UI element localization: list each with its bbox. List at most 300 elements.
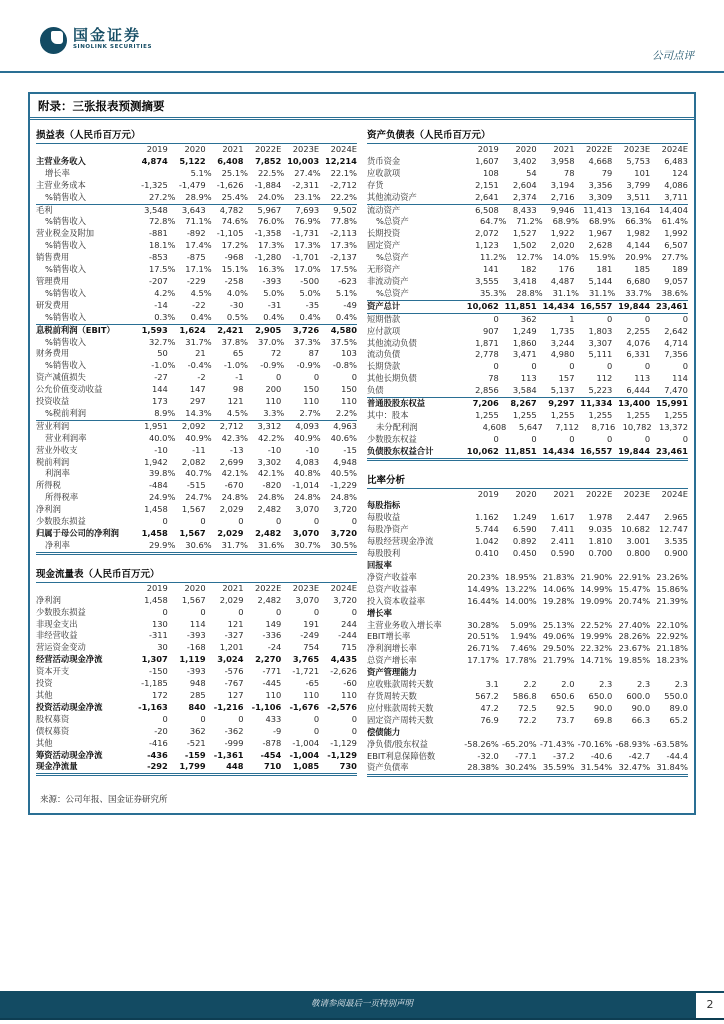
table-row bbox=[36, 348, 357, 360]
row-value: 6.590 bbox=[512, 524, 537, 535]
row-value: 0 bbox=[493, 361, 499, 372]
row-label: EBIT增长率 bbox=[367, 631, 411, 642]
row-value: 1,201 bbox=[219, 642, 244, 653]
table-row bbox=[36, 690, 357, 702]
table-row bbox=[367, 655, 688, 667]
row-value: 0 bbox=[682, 361, 688, 372]
row-value: 1,567 bbox=[181, 504, 206, 515]
row-value: 0 bbox=[351, 725, 357, 736]
row-value: 3,720 bbox=[333, 504, 357, 515]
row-value: 149 bbox=[265, 618, 282, 629]
row-value: 0 bbox=[493, 313, 499, 324]
row-value: -10 bbox=[267, 444, 282, 455]
year-header-row bbox=[367, 489, 688, 501]
row-value: 24.8% bbox=[294, 492, 321, 503]
cash-flow-title: 现金流量表（人民币百万元） bbox=[36, 564, 357, 583]
row-value: 1,502 bbox=[512, 240, 537, 251]
row-value: 3,643 bbox=[181, 204, 206, 215]
row-value: 1,593 bbox=[141, 324, 168, 335]
row-value: 0 bbox=[238, 516, 244, 527]
row-value: 176 bbox=[558, 264, 575, 275]
row-value: -1,676 bbox=[289, 701, 320, 712]
row-value: 1,942 bbox=[144, 456, 168, 467]
row-label: 少数股东损益 bbox=[36, 606, 86, 617]
row-value: 21 bbox=[195, 348, 206, 359]
row-value: 1.94% bbox=[510, 631, 537, 642]
row-value: -1,014 bbox=[292, 480, 320, 491]
row-value: -1,361 bbox=[213, 749, 244, 760]
row-value: 2024E bbox=[330, 144, 357, 154]
row-value: 13.22% bbox=[505, 583, 537, 594]
row-value: 42.1% bbox=[257, 468, 285, 479]
row-value: 19.85% bbox=[618, 655, 651, 666]
row-value: 31.84% bbox=[656, 762, 688, 773]
row-value: 650.0 bbox=[588, 690, 613, 701]
table-row bbox=[367, 373, 688, 385]
row-value: 3,511 bbox=[626, 191, 651, 202]
row-label bbox=[367, 489, 461, 501]
row-value: -0.9% bbox=[296, 360, 321, 371]
row-value: -2,576 bbox=[327, 701, 357, 712]
row-value: 7,206 bbox=[472, 398, 499, 409]
row-value: 10,062 bbox=[466, 445, 499, 456]
row-value: 124 bbox=[672, 167, 688, 178]
table-row bbox=[36, 312, 357, 325]
row-value: 114 bbox=[189, 618, 206, 629]
row-value: 1,803 bbox=[588, 325, 613, 336]
row-label: 应付款项 bbox=[367, 325, 401, 336]
row-value: 18.1% bbox=[148, 240, 176, 251]
row-value: 11,334 bbox=[580, 398, 613, 409]
row-value: 5,647 bbox=[518, 421, 543, 432]
row-value: 0 bbox=[200, 516, 206, 527]
row-value: 144 bbox=[151, 384, 168, 395]
row-value: 27.2% bbox=[148, 191, 176, 202]
row-value: 5.0% bbox=[299, 287, 321, 298]
row-value: 65.2 bbox=[669, 714, 688, 725]
row-label: 股权募资 bbox=[36, 713, 70, 724]
row-label: 每股净资产 bbox=[367, 524, 409, 535]
row-value: 19,844 bbox=[618, 445, 651, 456]
row-label: 少数股东损益 bbox=[36, 516, 86, 527]
row-value: -2,712 bbox=[330, 179, 357, 190]
row-value: -65.20% bbox=[502, 738, 537, 749]
row-value: 76.9% bbox=[294, 216, 321, 227]
row-value: -37.2 bbox=[553, 750, 575, 761]
row-value: 1,255 bbox=[475, 409, 499, 420]
row-label: 应收款项 bbox=[367, 167, 401, 178]
row-value: 20.9% bbox=[625, 252, 652, 263]
row-value: -10 bbox=[305, 444, 320, 455]
row-value: -416 bbox=[148, 737, 168, 748]
table-row bbox=[367, 536, 688, 548]
row-value: 66.3% bbox=[625, 216, 652, 227]
row-value: 4,086 bbox=[664, 179, 688, 190]
row-label: 回报率 bbox=[367, 560, 392, 570]
row-value: 2.2 bbox=[523, 679, 537, 690]
row-value: 110 bbox=[303, 689, 320, 700]
row-value: 4,093 bbox=[295, 420, 320, 431]
income-statement-table bbox=[36, 125, 357, 555]
row-value: -1.0% bbox=[223, 360, 248, 371]
row-label: 债权募资 bbox=[36, 725, 70, 736]
row-value: 2024E bbox=[330, 582, 357, 593]
row-value: -22 bbox=[192, 299, 206, 310]
table-row bbox=[36, 642, 357, 654]
row-value: 2021 bbox=[222, 582, 244, 593]
table-row bbox=[36, 528, 357, 540]
row-value: 21.39% bbox=[656, 595, 688, 606]
row-value: -853 bbox=[148, 252, 168, 263]
row-value: 40.9% bbox=[185, 432, 212, 443]
row-label: 总资产增长率 bbox=[367, 655, 417, 666]
row-value: 4,487 bbox=[550, 275, 575, 286]
table-row bbox=[36, 252, 357, 264]
row-value: 14,434 bbox=[542, 445, 575, 456]
row-label: 研发费用 bbox=[36, 299, 70, 310]
row-label: 每股经营现金净流 bbox=[367, 536, 434, 547]
row-value: -771 bbox=[262, 666, 282, 677]
row-value: 3,302 bbox=[257, 456, 282, 467]
logo-blob-shape bbox=[51, 31, 63, 44]
table-row bbox=[36, 205, 357, 217]
row-label: 每股收益 bbox=[367, 512, 401, 523]
sinolink-logo-icon bbox=[40, 27, 67, 54]
row-value: 14.49% bbox=[467, 583, 499, 594]
row-value: 9,057 bbox=[664, 275, 688, 286]
row-value: -229 bbox=[186, 275, 206, 286]
row-value: 362 bbox=[520, 313, 537, 324]
table-row bbox=[36, 372, 357, 384]
row-label: %总资产 bbox=[376, 252, 409, 263]
row-value: -1 bbox=[235, 372, 244, 383]
row-value: -2,626 bbox=[330, 666, 357, 677]
balance-sheet-rows bbox=[367, 144, 688, 461]
row-value: 1,624 bbox=[179, 324, 206, 335]
row-value: -436 bbox=[147, 749, 168, 760]
row-label: 应付账款周转天数 bbox=[367, 702, 434, 713]
row-value: -2,137 bbox=[330, 252, 357, 263]
row-value: -15 bbox=[343, 444, 357, 455]
row-value: 5,967 bbox=[257, 204, 282, 215]
row-value: 40.6% bbox=[330, 432, 357, 443]
row-value: 3,720 bbox=[333, 594, 357, 605]
row-value: 4,874 bbox=[141, 155, 168, 166]
row-value: 2022E bbox=[585, 488, 613, 499]
row-label: %销售收入 bbox=[45, 311, 87, 322]
row-value: 72.5 bbox=[518, 702, 537, 713]
row-value: 31.1% bbox=[552, 287, 579, 298]
table-row bbox=[367, 410, 688, 422]
row-value: 285 bbox=[189, 689, 206, 700]
row-label: 营业税金及附加 bbox=[36, 228, 95, 239]
row-label: 息税前利润（EBIT） bbox=[36, 324, 115, 335]
row-value: 35.3% bbox=[479, 287, 507, 298]
row-value: 2,856 bbox=[475, 385, 499, 396]
row-value: -58.26% bbox=[464, 738, 499, 749]
row-value: 27.7% bbox=[661, 252, 688, 263]
row-value: 28.38% bbox=[467, 762, 499, 773]
row-value: 3,402 bbox=[512, 155, 537, 166]
row-value: -393 bbox=[186, 630, 206, 641]
table-row bbox=[36, 468, 357, 480]
row-label: 营业利润 bbox=[36, 420, 70, 431]
row-value: 0.410 bbox=[475, 548, 499, 559]
brand-text bbox=[73, 27, 152, 50]
row-value: 2.0 bbox=[561, 679, 575, 690]
row-value: 730 bbox=[339, 761, 357, 772]
row-label: 毛利 bbox=[36, 204, 53, 215]
row-label: 管理费用 bbox=[36, 275, 70, 286]
table-row bbox=[367, 584, 688, 596]
row-label: 非现金支出 bbox=[36, 618, 78, 629]
row-value: -40.6 bbox=[590, 750, 613, 761]
row-value: 38.6% bbox=[661, 287, 688, 298]
table-row bbox=[36, 288, 357, 300]
table-row bbox=[367, 751, 688, 763]
row-value: -327 bbox=[224, 630, 244, 641]
row-value: 29.9% bbox=[148, 539, 176, 550]
row-value: 4.0% bbox=[226, 287, 248, 298]
row-value: 14.3% bbox=[185, 407, 212, 418]
row-value: 26.71% bbox=[467, 643, 499, 654]
row-value: 78 bbox=[488, 373, 499, 384]
row-value: -65 bbox=[305, 678, 320, 689]
row-value: -10 bbox=[154, 444, 168, 455]
row-value: -336 bbox=[262, 630, 282, 641]
income-statement-title: 损益表（人民币百万元） bbox=[36, 125, 357, 144]
row-value: 17.5% bbox=[148, 264, 176, 275]
row-value: 90.0 bbox=[631, 702, 651, 713]
row-value: -1,479 bbox=[178, 179, 206, 190]
row-value: 3,194 bbox=[550, 179, 575, 190]
table-row bbox=[36, 192, 357, 205]
row-value: 14.71% bbox=[580, 655, 613, 666]
row-value: 907 bbox=[482, 325, 499, 336]
row-value: 0 bbox=[238, 713, 244, 724]
row-value: -1,325 bbox=[141, 179, 168, 190]
row-value: -1.0% bbox=[151, 360, 176, 371]
row-value: -311 bbox=[148, 630, 168, 641]
table-row bbox=[367, 168, 688, 180]
row-value: 0 bbox=[200, 606, 206, 617]
row-label: EBIT利息保障倍数 bbox=[367, 750, 436, 761]
row-label: 资产减值损失 bbox=[36, 372, 86, 383]
row-value: 12.747 bbox=[658, 524, 688, 535]
row-value: 21.83% bbox=[542, 571, 575, 582]
row-value: -445 bbox=[262, 678, 282, 689]
row-label bbox=[367, 144, 461, 156]
row-value: 64.7% bbox=[479, 216, 507, 227]
row-value: 7,693 bbox=[295, 204, 320, 215]
row-value: 4,435 bbox=[330, 654, 357, 665]
row-value: 0 bbox=[276, 606, 282, 617]
row-value: 3,070 bbox=[295, 594, 320, 605]
row-label: 未分配利润 bbox=[376, 421, 418, 432]
row-value: 2021 bbox=[553, 488, 575, 499]
row-value: 19.09% bbox=[580, 595, 613, 606]
row-value: 4,076 bbox=[626, 337, 651, 348]
row-value: -1,004 bbox=[292, 737, 320, 748]
row-value: 24.8% bbox=[221, 492, 248, 503]
row-value: 0 bbox=[276, 516, 282, 527]
row-value: 121 bbox=[227, 396, 244, 407]
row-value: 2,716 bbox=[550, 191, 575, 202]
row-value: -1,129 bbox=[330, 737, 357, 748]
row-value: 2,712 bbox=[219, 420, 244, 431]
row-value: 2.7% bbox=[299, 407, 321, 418]
row-value: 90.0 bbox=[593, 702, 613, 713]
row-value: 2,642 bbox=[664, 325, 688, 336]
row-value: 2,482 bbox=[257, 594, 282, 605]
row-value: -576 bbox=[224, 666, 244, 677]
table-row bbox=[367, 500, 688, 512]
row-value: 79 bbox=[601, 167, 613, 178]
row-value: 8,433 bbox=[512, 204, 537, 215]
row-value: -515 bbox=[186, 480, 206, 491]
row-value: 17.3% bbox=[294, 240, 321, 251]
row-value: -13 bbox=[229, 444, 244, 455]
income-statement-rows bbox=[36, 144, 357, 555]
table-row bbox=[367, 338, 688, 350]
row-value: 2020 bbox=[184, 582, 206, 593]
row-value: -1,106 bbox=[251, 701, 282, 712]
row-value: -159 bbox=[184, 749, 206, 760]
row-value: 24.8% bbox=[330, 492, 357, 503]
row-value: 4,963 bbox=[333, 420, 357, 431]
year-header-row bbox=[36, 583, 357, 595]
table-row bbox=[36, 480, 357, 492]
row-value: 0 bbox=[313, 725, 320, 736]
row-label: 长期投资 bbox=[367, 228, 401, 239]
row-value: -500 bbox=[300, 275, 320, 286]
row-value: 101 bbox=[634, 167, 651, 178]
table-row bbox=[36, 421, 357, 433]
row-label: 资本开支 bbox=[36, 666, 70, 677]
row-value: 7,470 bbox=[664, 385, 688, 396]
table-row bbox=[36, 516, 357, 528]
row-value: 0.3% bbox=[154, 311, 176, 322]
row-value: 2,270 bbox=[255, 654, 282, 665]
row-value: 2.3 bbox=[599, 679, 613, 690]
row-value: 0 bbox=[313, 372, 320, 383]
row-value: 754 bbox=[303, 642, 320, 653]
row-value: -881 bbox=[148, 228, 168, 239]
table-row bbox=[367, 608, 688, 620]
row-value: 1,607 bbox=[475, 155, 499, 166]
row-value: 0 bbox=[569, 361, 575, 372]
table-row bbox=[36, 216, 357, 228]
row-value: 49.06% bbox=[542, 631, 575, 642]
row-value: 2020 bbox=[515, 488, 537, 499]
row-value: 3,312 bbox=[257, 420, 282, 431]
row-value: 2020 bbox=[184, 144, 206, 154]
row-value: -1,731 bbox=[292, 228, 320, 239]
row-value: 66.3 bbox=[631, 714, 651, 725]
row-value: 1,458 bbox=[141, 528, 168, 538]
row-value: -484 bbox=[148, 480, 168, 491]
table-row bbox=[367, 548, 688, 560]
row-value: 7,112 bbox=[555, 421, 579, 432]
page-footer bbox=[0, 991, 724, 1020]
table-row bbox=[367, 620, 688, 632]
row-value: 65 bbox=[232, 348, 244, 359]
row-label: 净利润 bbox=[36, 594, 61, 605]
row-value: 16.3% bbox=[257, 264, 285, 275]
row-value: 23.1% bbox=[294, 191, 321, 202]
row-value: 948 bbox=[189, 678, 206, 689]
table-row bbox=[36, 654, 357, 666]
row-label: 流动负债 bbox=[367, 349, 401, 360]
row-value: -968 bbox=[224, 252, 244, 263]
row-value: -767 bbox=[224, 678, 244, 689]
row-value: 567.2 bbox=[475, 690, 499, 701]
row-value: 31.1% bbox=[588, 287, 616, 298]
row-label: 长期贷款 bbox=[367, 361, 401, 372]
row-label: 净负债/股东权益 bbox=[367, 738, 428, 749]
table-row bbox=[36, 666, 357, 678]
table-row bbox=[36, 504, 357, 516]
row-value: 0 bbox=[351, 372, 357, 383]
row-value: 0 bbox=[607, 361, 613, 372]
table-row bbox=[367, 205, 688, 217]
row-value: 6,680 bbox=[626, 275, 651, 286]
row-label: 主营业务成本 bbox=[36, 179, 86, 190]
row-label: 资产负债率 bbox=[367, 762, 409, 773]
row-value: 6,331 bbox=[626, 349, 651, 360]
cash-flow-table bbox=[36, 564, 357, 777]
row-value: 0 bbox=[607, 313, 613, 324]
row-value: 0 bbox=[162, 713, 168, 724]
table-row bbox=[36, 240, 357, 252]
row-label: 每股指标 bbox=[367, 500, 401, 511]
row-value: 8.9% bbox=[154, 407, 176, 418]
row-value: 1,527 bbox=[512, 228, 537, 239]
row-value: 3,958 bbox=[550, 155, 575, 166]
row-value: -2 bbox=[197, 372, 206, 383]
ratio-analysis-table bbox=[367, 470, 688, 778]
row-value: 130 bbox=[151, 618, 168, 629]
table-row bbox=[36, 384, 357, 396]
row-value: -244 bbox=[338, 630, 357, 641]
table-row bbox=[36, 492, 357, 504]
row-value: 5.0% bbox=[263, 287, 285, 298]
row-value: 72 bbox=[270, 348, 282, 359]
row-value: -1,105 bbox=[216, 228, 244, 239]
row-label: 应收账款周转天数 bbox=[367, 679, 434, 690]
row-value: -14 bbox=[154, 299, 168, 310]
row-value: -1,163 bbox=[138, 701, 168, 712]
table-row bbox=[36, 276, 357, 288]
row-value: 3,070 bbox=[292, 528, 320, 538]
row-value: 50 bbox=[157, 348, 168, 359]
row-value: 22.5% bbox=[257, 167, 285, 178]
row-value: -820 bbox=[262, 480, 282, 491]
row-value: 5.744 bbox=[475, 524, 499, 535]
row-value: 6,507 bbox=[664, 240, 688, 251]
row-value: 16,557 bbox=[580, 445, 613, 456]
row-label: 流动资产 bbox=[367, 204, 401, 215]
row-value: 23,461 bbox=[655, 445, 688, 456]
row-value: 9,502 bbox=[333, 204, 357, 215]
row-value: 10,062 bbox=[466, 300, 499, 311]
row-value: -71.43% bbox=[539, 738, 575, 749]
table-row bbox=[367, 572, 688, 584]
row-label: 其中：股本 bbox=[367, 409, 409, 420]
row-value: 2020 bbox=[515, 144, 537, 154]
table-row bbox=[36, 761, 357, 776]
row-value: 1.617 bbox=[550, 512, 575, 523]
